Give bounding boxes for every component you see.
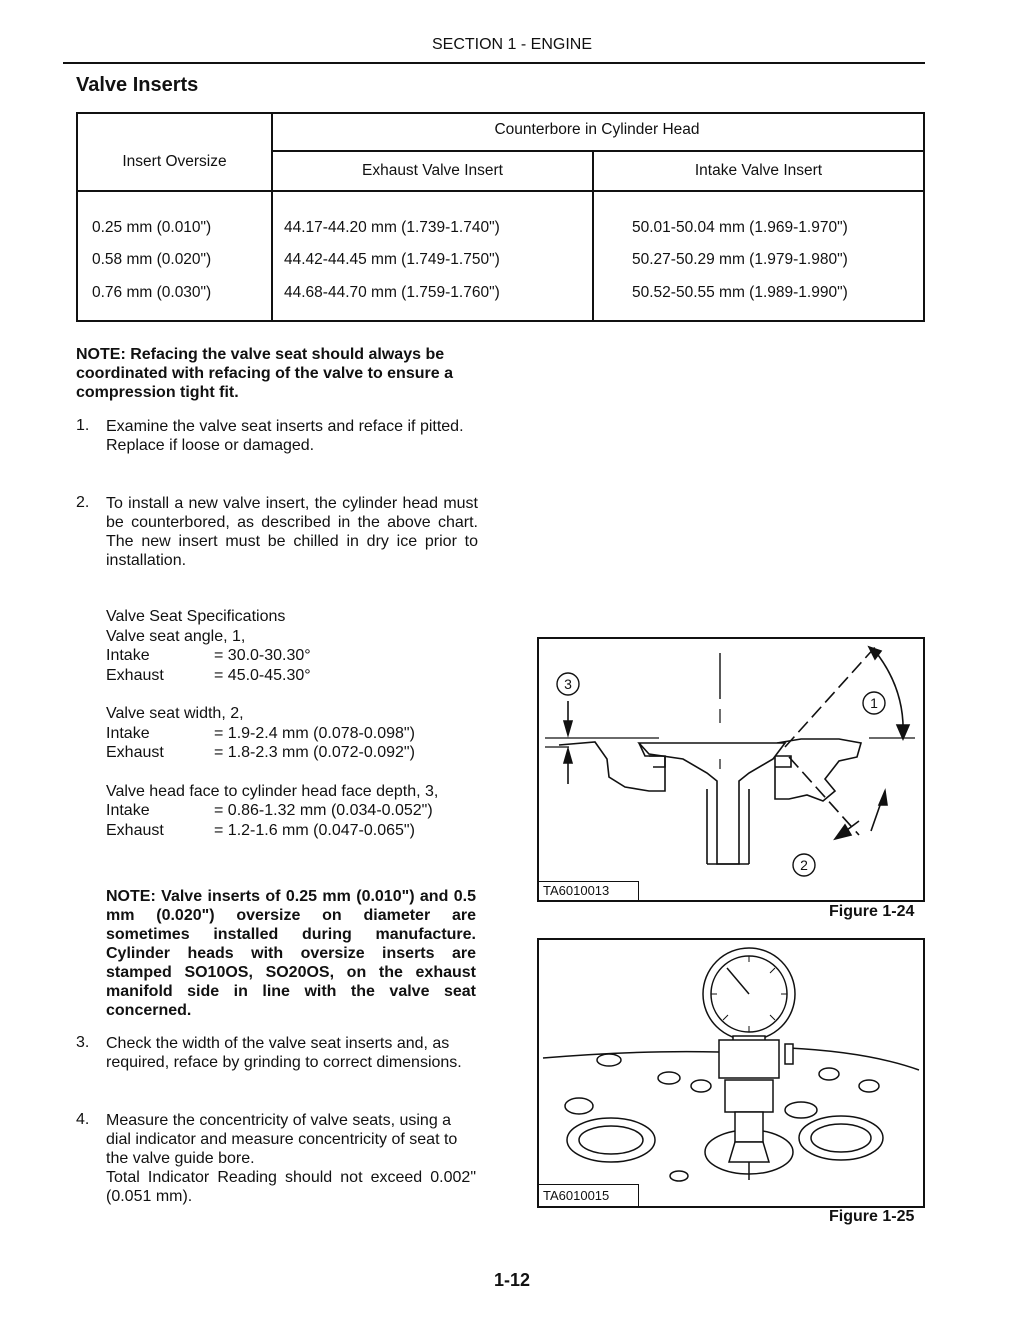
table-cell: 44.42-44.45 mm (1.749-1.750") <box>284 251 500 268</box>
step-text: Measure the concentricity of valve seats, using a dial indicator and measure concentricity of seat to the valve guide bore. <box>106 1112 458 1167</box>
dial-indicator-illustration <box>539 940 923 1206</box>
table-divider <box>271 150 923 152</box>
figure-caption: Figure 1-25 <box>829 1208 915 1225</box>
table-group-header: Counterbore in Cylinder Head <box>494 121 700 138</box>
table-cell: 50.01-50.04 mm (1.969-1.970") <box>632 219 848 236</box>
step-text: To install a new valve insert, the cylinder head must be counterbored, as described in the above chart. The new insert must be chilled in dry ice prior to installation. <box>106 495 478 569</box>
page-number: 1-12 <box>493 1270 531 1290</box>
spec-value: = 1.9-2.4 mm (0.078-0.098") <box>214 724 415 742</box>
callout-label: 2 <box>800 857 808 873</box>
table-header-exhaust: Exhaust Valve Insert <box>361 162 503 179</box>
spec-value: = 0.86-1.32 mm (0.034-0.052") <box>214 802 433 819</box>
note-refacing: NOTE: Refacing the valve seat should always be coordinated with refacing of the valve to ensure a compression tight fit. <box>76 346 453 401</box>
figure-id: TA6010015 <box>539 1184 639 1206</box>
step-text: Check the width of the valve seat inserts and, as required, reface by grinding to correct dimensions. <box>106 1035 462 1071</box>
spec-key: Exhaust <box>106 666 164 684</box>
step-text: Examine the valve seat inserts and reface if pitted. Replace if loose or damaged. <box>106 418 464 454</box>
table-divider <box>271 114 273 320</box>
callout-label: 1 <box>870 695 878 711</box>
step-number: 1. <box>76 417 90 434</box>
callout-label: 3 <box>564 676 572 692</box>
valve-seat-diagram <box>539 639 923 900</box>
table-header-intake: Intake Valve Insert <box>694 162 823 179</box>
table-cell: 0.25 mm (0.010") <box>92 219 212 236</box>
figure-id: TA6010013 <box>539 881 639 900</box>
table-cell: 50.27-50.29 mm (1.979-1.980") <box>632 251 848 268</box>
table-cell: 0.58 mm (0.020") <box>92 251 212 268</box>
spec-label: Valve seat width, 2, <box>106 705 244 722</box>
figure-dial-indicator <box>537 938 925 1208</box>
page-title: Valve Inserts <box>76 74 199 96</box>
table-cell: 50.52-50.55 mm (1.989-1.990") <box>632 284 848 301</box>
spec-key: Exhaust <box>106 821 164 839</box>
table-cell: 44.68-44.70 mm (1.759-1.760") <box>284 284 500 301</box>
table-divider <box>78 190 923 192</box>
spec-key: Exhaust <box>106 744 164 761</box>
header-rule <box>63 62 925 64</box>
step-text: Total Indicator Reading should not exceed 0.002" (0.051 mm). <box>106 1169 476 1205</box>
step-number: 3. <box>76 1034 90 1051</box>
step-number: 2. <box>76 494 90 511</box>
spec-heading: Valve Seat Specifications <box>106 608 286 625</box>
figure-caption: Figure 1-24 <box>829 903 915 920</box>
spec-label: Valve seat angle, 1, <box>106 627 246 645</box>
spec-key: Intake <box>106 724 150 742</box>
spec-value: = 30.0-30.30° <box>214 647 311 664</box>
spec-key: Intake <box>106 647 150 664</box>
spec-label: Valve head face to cylinder head face depth, 3, <box>106 782 439 800</box>
table-cell: 44.17-44.20 mm (1.739-1.740") <box>284 219 500 236</box>
table-cell: 0.76 mm (0.030") <box>92 284 212 301</box>
note-oversize-inserts: NOTE: Valve inserts of 0.25 mm (0.010") and 0.5 mm (0.020") oversize on diameter are sometimes installed during manufacture. Cylinder heads with oversize inserts are stamped SO10OS, SO20OS, on the exhaust manifold side in line with the valve seat concerned. <box>106 888 476 1019</box>
table-header-insert: Insert Oversize <box>122 153 227 170</box>
spec-value: = 45.0-45.30° <box>214 666 311 684</box>
spec-key: Intake <box>106 802 150 819</box>
spec-value: = 1.2-1.6 mm (0.047-0.065") <box>214 821 415 839</box>
valve-seat-specifications <box>106 607 486 840</box>
figure-valve-seat-diagram <box>537 637 925 902</box>
step-number: 4. <box>76 1111 90 1128</box>
counterbore-table <box>76 112 925 322</box>
spec-value: = 1.8-2.3 mm (0.072-0.092") <box>214 744 415 761</box>
section-header: SECTION 1 - ENGINE <box>431 36 593 53</box>
